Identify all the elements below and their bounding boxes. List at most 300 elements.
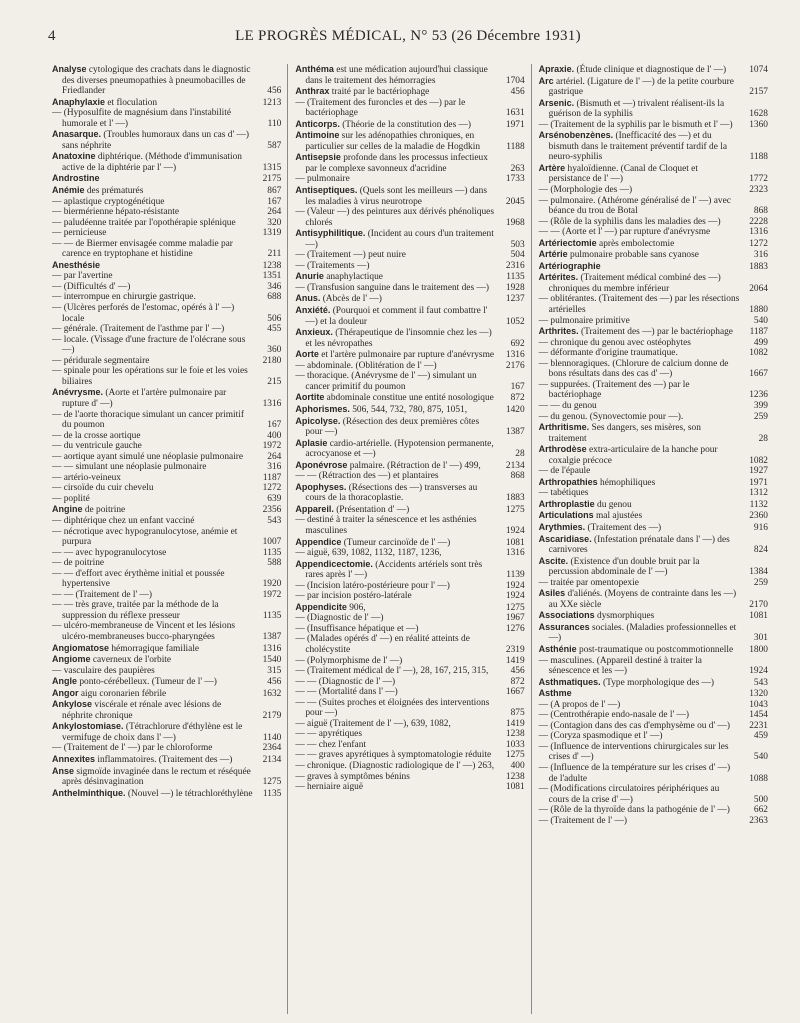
entry-text	[538, 610, 740, 622]
entry-description: Ses dangers, ses misères, son traitement	[548, 423, 701, 444]
entry-text	[295, 305, 496, 327]
entry-page-ref: 1360	[749, 119, 768, 130]
entry-page-ref: 1632	[262, 688, 282, 699]
entry-description: viscérale et rénale avec lésions de néphrite chronique	[62, 700, 222, 721]
running-title: LE PROGRÈS MÉDICAL, N° 53 (26 Décembre 1931)	[235, 28, 581, 44]
entry-description: dysmorphiques	[594, 611, 655, 622]
index-entry	[52, 666, 281, 677]
index-entry	[52, 239, 281, 260]
index-column-1	[52, 64, 281, 1014]
entry-headword: Asthme	[538, 688, 572, 699]
index-entry	[539, 488, 768, 499]
entry-description: — (Rôle de la syphilis dans les maladies des —)	[538, 216, 721, 227]
entry-page-ref: 1316	[505, 548, 525, 559]
index-entry	[539, 656, 768, 677]
index-entry	[295, 634, 524, 655]
entry-page-ref: 1883	[505, 493, 525, 504]
entry-text	[52, 462, 253, 473]
page-header	[48, 28, 768, 48]
index-entry	[52, 676, 281, 688]
entry-text	[538, 249, 740, 261]
entry-page-ref: 1971	[749, 477, 768, 488]
entry-page-ref: 1628	[749, 109, 768, 120]
entry-page-ref: 1920	[262, 579, 282, 590]
entry-headword: Apicolyse.	[295, 415, 341, 426]
index-entry	[539, 742, 768, 763]
entry-description: — spinale pour les opérations sur le foie et les voies biliaires	[52, 366, 248, 387]
entry-page-ref: 1188	[749, 152, 768, 163]
entry-page-ref: 1007	[262, 537, 282, 548]
entry-description: sur les adénopathies chroniques, en particulier sur celles de la maladie de Hogdkin	[305, 131, 481, 152]
entry-headword: Anémie	[52, 185, 85, 196]
entry-description: — — chez l'enfant	[295, 739, 366, 750]
index-entry	[52, 173, 281, 185]
entry-headword: Anévrysme.	[52, 387, 104, 398]
entry-description: — de poitrine	[52, 558, 105, 569]
entry-page-ref: 263	[510, 163, 525, 174]
entry-page-ref: 456	[267, 86, 282, 97]
index-entry	[539, 316, 768, 327]
entry-text	[295, 503, 496, 516]
entry-description: — (Traitement de la syphilis par le bismuth et l' —)	[538, 119, 733, 130]
entry-text	[52, 430, 253, 442]
entry-text	[538, 64, 740, 76]
entry-description: — diphtérique chez un enfant vacciné	[52, 515, 195, 526]
entry-text	[538, 119, 740, 131]
entry-description: profonde dans les processus infectieux par le complexe savonneux d'acridine	[305, 153, 488, 174]
entry-text	[295, 64, 496, 86]
entry-text	[295, 697, 496, 719]
entry-page-ref: 2356	[262, 505, 282, 516]
entry-text	[538, 510, 740, 522]
entry-page-ref: 2316	[505, 260, 525, 271]
entry-description: — oblitérantes. (Traitement des —) par les résections artérielles	[538, 294, 740, 316]
index-entry	[295, 624, 524, 635]
entry-text	[538, 710, 740, 721]
entry-text	[295, 271, 496, 283]
index-entry	[52, 207, 281, 218]
entry-description: — biermérienne hépato-résistante	[52, 207, 180, 218]
entry-text	[295, 118, 496, 131]
entry-text	[295, 174, 496, 185]
entry-page-ref: 1924	[505, 591, 525, 602]
entry-description: — (Valeur —) des peintures aux dérivés phénoliques chlorés	[295, 207, 494, 228]
entry-page-ref: 543	[267, 515, 282, 526]
index-entry	[52, 600, 281, 621]
entry-page-ref: 1052	[505, 316, 525, 327]
index-entry	[295, 404, 524, 416]
entry-headword: Antisyphilitique.	[295, 228, 366, 239]
entry-text	[538, 655, 740, 677]
entry-page-ref: 1971	[505, 119, 525, 130]
entry-description: — du genou. (Synovectomie pour —).	[538, 411, 684, 422]
entry-page-ref: 2170	[749, 599, 768, 610]
index-entry	[539, 677, 768, 689]
entry-text	[52, 621, 253, 642]
entry-text	[538, 699, 740, 711]
entry-text	[538, 488, 740, 499]
index-entry	[295, 392, 524, 404]
index-entry	[295, 591, 524, 602]
index-entry	[52, 151, 281, 173]
entry-text	[295, 349, 496, 361]
entry-headword: Aortite	[295, 392, 325, 403]
index-entry	[295, 271, 524, 283]
entry-text	[52, 493, 253, 505]
entry-text	[295, 207, 496, 228]
entry-description: — vasculaire des paupières	[52, 665, 155, 676]
entry-text	[52, 654, 253, 666]
entry-text	[52, 754, 253, 766]
entry-text	[295, 130, 496, 152]
index-columns	[52, 64, 768, 1014]
index-entry	[539, 120, 768, 131]
entry-page-ref: 1924	[505, 525, 525, 536]
entry-text	[52, 217, 253, 229]
entry-headword: Articulations	[538, 510, 594, 521]
entry-text	[538, 498, 740, 511]
entry-description: (Présentation d' —)	[333, 504, 410, 515]
entry-headword: Aorte	[295, 349, 319, 360]
entry-text	[295, 371, 496, 392]
entry-description: — (Coryza spasmodique et l' —)	[538, 731, 663, 742]
entry-text	[295, 152, 496, 174]
entry-description: (Abcès de l' —)	[320, 294, 382, 305]
entry-text	[295, 415, 496, 438]
index-entry	[52, 108, 281, 129]
entry-page-ref: 1237	[505, 294, 525, 305]
entry-description: (Inefficacité des —) et du bismuth dans le traitement préventif tardif de la neuro-syphilis	[548, 131, 727, 163]
entry-description: — blennoragiques. (Chlorure de calcium donne de bons résultats dans des cas d' —)	[538, 358, 729, 380]
entry-page-ref: 316	[267, 462, 282, 473]
entry-description: (Tumeur carcinoïde de l' —)	[341, 537, 451, 548]
entry-description: (Pourquoi et comment il faut combattre l' —) et la douleur	[305, 306, 488, 327]
entry-description: diphtérique. (Méthode d'immunisation active de la diphtérie par l' —)	[62, 152, 242, 173]
index-entry	[295, 602, 524, 614]
entry-headword: Artère	[538, 162, 566, 173]
entry-page-ref: 1275	[262, 777, 282, 788]
entry-description: — pulmonaire primitive	[538, 315, 630, 326]
entry-text	[295, 471, 496, 482]
entry-text	[538, 411, 740, 423]
entry-headword: Analyse	[52, 64, 87, 74]
entry-headword: Artérie	[538, 249, 568, 260]
entry-page-ref: 1387	[262, 631, 282, 642]
index-entry	[295, 471, 524, 482]
entry-description: extra-articulaire de la hanche pour coxalgie précoce	[548, 445, 718, 466]
entry-description: abdominale constitue une entité nosologique	[324, 393, 494, 404]
index-entry	[52, 743, 281, 754]
entry-page-ref: 1275	[505, 750, 525, 761]
entry-page-ref: 264	[267, 451, 282, 462]
entry-text	[52, 721, 253, 743]
index-entry	[52, 64, 281, 97]
index-entry	[52, 218, 281, 229]
entry-description: (Traitement des —) par le bactériophage	[578, 327, 733, 338]
index-entry	[295, 482, 524, 504]
entry-description: — (Hyposulfite de magnésium dans l'instabilité humorale et l' —)	[52, 108, 232, 129]
entry-page-ref: 28	[758, 433, 768, 444]
entry-page-ref: 167	[510, 381, 525, 392]
entry-page-ref: 1631	[505, 108, 525, 119]
entry-description: — (Influence de la température sur les crises d' —) de l'adulte	[538, 763, 731, 784]
entry-text	[295, 86, 496, 98]
entry-page-ref: 2363	[749, 815, 768, 826]
entry-description: (Infestation prénatale dans l' —) des carnivores	[548, 534, 730, 556]
entry-text	[538, 763, 740, 784]
entry-text	[295, 761, 496, 772]
entry-text	[295, 459, 496, 472]
entry-page-ref: 2045	[505, 196, 525, 207]
entry-text	[52, 558, 253, 569]
entry-page-ref: 1384	[749, 567, 768, 578]
entry-text	[538, 555, 740, 578]
entry-page-ref: 1928	[505, 282, 525, 293]
entry-page-ref: 1275	[505, 602, 525, 613]
entry-page-ref: 1880	[749, 305, 768, 316]
entry-description: — chronique. (Diagnostic radiologique de l' —) 263,	[295, 761, 495, 771]
index-entry	[52, 260, 281, 272]
entry-page-ref: 400	[510, 761, 525, 771]
entry-page-ref: 110	[267, 118, 282, 129]
entry-description: — — apyrétiques	[295, 729, 362, 740]
index-entry	[539, 477, 768, 489]
index-entry	[52, 97, 281, 109]
entry-headword: Arsénobenzènes.	[538, 130, 614, 141]
entry-description: (Étude clinique et diagnostique de l' —)	[574, 65, 727, 75]
entry-text	[295, 771, 496, 783]
entry-description: traité par le bactériophage	[329, 87, 430, 98]
index-entry	[539, 338, 768, 349]
index-entry	[295, 677, 524, 688]
entry-description: du genou	[594, 499, 632, 510]
entry-page-ref: 1420	[505, 404, 525, 415]
entry-headword: Artériographie	[538, 260, 601, 271]
entry-description: — masculines. (Appareil destiné à traiter la sénescence et les —)	[538, 655, 702, 677]
entry-page-ref: 455	[267, 324, 282, 335]
entry-page-ref: 211	[267, 249, 282, 260]
entry-description: pulmonaire probable sans cyanose	[567, 250, 699, 261]
entry-text	[52, 324, 253, 335]
entry-text	[538, 326, 740, 338]
entry-page-ref: 688	[267, 292, 282, 303]
entry-page-ref: 1033	[505, 739, 525, 750]
index-entry	[52, 516, 281, 527]
entry-text	[52, 547, 253, 559]
entry-page-ref: 1238	[262, 260, 282, 271]
index-entry	[295, 740, 524, 751]
index-entry	[295, 305, 524, 327]
index-entry	[539, 359, 768, 380]
index-entry	[539, 294, 768, 315]
entry-description: — (Diagnostic de l' —)	[295, 613, 384, 624]
entry-text	[52, 743, 253, 754]
entry-description: — (Centrothérapie endo-nasale de l' —)	[538, 710, 689, 721]
index-entry	[52, 366, 281, 387]
entry-description: — (Incision latéro-postérieure pour l' —)	[295, 580, 450, 591]
entry-text	[295, 601, 496, 614]
entry-description: (Type morphologique des —)	[600, 677, 715, 688]
entry-page-ref: 867	[267, 186, 282, 197]
entry-description: mal ajustées	[593, 511, 643, 522]
entry-text	[52, 64, 253, 97]
index-entry	[295, 327, 524, 349]
index-entry	[539, 227, 768, 238]
entry-description: — générale. (Traitement de l'asthme par l' —)	[52, 324, 225, 335]
index-entry	[52, 335, 281, 356]
entry-page-ref: 1924	[505, 580, 525, 591]
entry-page-ref: 1351	[262, 271, 282, 282]
entry-text	[538, 621, 740, 644]
entry-description: — (Polymorphisme de l' —)	[295, 655, 403, 666]
entry-headword: Antiseptiques.	[295, 185, 358, 196]
entry-page-ref: 868	[753, 206, 768, 217]
entry-text	[52, 303, 253, 324]
entry-description: — (Traitement des furoncles et des —) par le bactériophage	[295, 97, 466, 119]
index-entry	[52, 441, 281, 452]
entry-page-ref: 28	[515, 449, 525, 460]
index-entry	[539, 466, 768, 477]
entry-page-ref: 2134	[262, 755, 282, 765]
entry-text	[295, 293, 496, 305]
entry-text	[295, 666, 496, 677]
entry-page-ref: 2157	[749, 87, 768, 98]
entry-page-ref: 1319	[262, 228, 282, 239]
entry-page-ref: 2360	[749, 511, 768, 522]
entry-description: des prématurés	[84, 186, 144, 197]
index-entry	[52, 721, 281, 743]
entry-text	[538, 422, 740, 444]
index-entry	[295, 761, 524, 772]
index-entry	[295, 86, 524, 98]
entry-headword: Associations	[538, 610, 595, 621]
entry-text	[295, 403, 496, 416]
entry-description: est une médication aujourd'hui classique dans le traitement des hémorragies	[305, 65, 488, 86]
entry-page-ref: 1312	[749, 488, 768, 499]
entry-headword: Appendicite	[295, 601, 347, 612]
entry-text	[52, 173, 253, 185]
entry-page-ref: 259	[753, 411, 768, 422]
index-entry	[539, 249, 768, 261]
entry-description: — chronique du genou avec ostéophytes	[538, 337, 691, 348]
entry-page-ref: 399	[753, 400, 768, 411]
entry-description: — — (Mortalité dans l' —)	[295, 687, 398, 698]
index-entry	[539, 578, 768, 589]
entry-text	[538, 195, 740, 217]
entry-text	[52, 271, 253, 282]
entry-description: — graves à symptômes bénins	[295, 771, 410, 782]
entry-description: — (Traitement —) peut nuire	[295, 250, 406, 261]
entry-description: hyaloïdienne. (Canal de Cloquet et persistance de l' —)	[548, 163, 698, 185]
entry-text	[295, 739, 496, 751]
entry-text	[538, 227, 740, 238]
entry-text	[295, 634, 496, 655]
entry-description: d'aliénés. (Moyens de contrainte dans les —) au XXe siècle	[548, 589, 737, 610]
index-entry	[52, 462, 281, 473]
entry-text	[295, 591, 496, 602]
entry-description: hémorragique familiale	[109, 643, 200, 654]
entry-page-ref: 301	[753, 633, 768, 644]
entry-headword: Anesthésie	[52, 259, 101, 270]
entry-page-ref: 1132	[749, 499, 768, 510]
entry-text	[52, 765, 253, 788]
entry-description: — (A propos de l' —)	[538, 699, 621, 710]
entry-text	[52, 665, 253, 677]
entry-description: — (Malades opérés d' —) en réalité atteints de cholécystite	[295, 634, 470, 655]
entry-description: après embolectomie	[596, 238, 675, 249]
entry-description: — pulmonaire. (Athérome généralisé de l' —) avec béance du trou de Botal	[538, 195, 731, 217]
index-entry	[295, 228, 524, 250]
entry-page-ref: 1387	[505, 427, 525, 438]
entry-headword: Anxiété.	[295, 305, 331, 316]
entry-headword: Anse	[52, 765, 75, 776]
entry-page-ref: 2364	[262, 743, 282, 754]
entry-page-ref: 400	[267, 430, 282, 441]
entry-page-ref: 2176	[505, 360, 525, 371]
entry-headword: Arythmies.	[538, 521, 586, 532]
index-entry	[539, 622, 768, 644]
entry-page-ref: 1135	[262, 610, 282, 621]
entry-headword: Anatoxine	[52, 151, 96, 162]
entry-text	[295, 185, 496, 207]
entry-text	[538, 533, 740, 556]
entry-description: sigmoïde invaginée dans le rectum et réséquée après désinvagination	[62, 766, 251, 788]
entry-description: — — avec hypogranulocytose	[52, 547, 167, 558]
index-column-2	[295, 64, 524, 1014]
entry-description: anaphylactique	[323, 272, 383, 283]
entry-description: palmaire. (Rétraction de l' —) 499,	[347, 460, 481, 471]
index-entry	[539, 412, 768, 423]
entry-text	[295, 655, 496, 667]
index-entry	[295, 687, 524, 698]
entry-headword: Artériectomie	[538, 237, 597, 248]
entry-page-ref: 2134	[505, 460, 525, 471]
entry-page-ref: 1135	[506, 272, 525, 283]
entry-text	[538, 676, 740, 689]
entry-page-ref: 456	[510, 666, 525, 677]
entry-description: (Résections des —) transverses au cours de la thoracoplastie.	[305, 482, 478, 504]
index-entry	[52, 129, 281, 151]
index-entry	[52, 282, 281, 293]
entry-text	[295, 515, 496, 536]
entry-description: cardio-artérielle. (Hypotension permanente, acrocyanose et —)	[305, 438, 494, 460]
entry-page-ref: 1187	[262, 472, 282, 483]
entry-headword: Arc	[538, 75, 554, 86]
entry-page-ref: 1140	[262, 732, 282, 743]
entry-description: aigu coronarien fébrile	[78, 688, 167, 699]
entry-description: — aplastique cryptogénétique	[52, 196, 165, 207]
index-entry	[295, 719, 524, 730]
entry-page-ref: 2179	[262, 710, 282, 721]
entry-page-ref: 692	[510, 338, 525, 349]
entry-text	[295, 729, 496, 740]
entry-text	[538, 643, 740, 656]
index-entry	[295, 515, 524, 536]
entry-page-ref: 316	[753, 250, 768, 261]
index-entry	[52, 431, 281, 442]
index-entry	[295, 729, 524, 740]
entry-description: — herniaire aiguë	[295, 782, 364, 793]
entry-description: cytologique des crachats dans le diagnostic des diverses pneumopathies à pneumobacilles de Friedlander	[62, 65, 251, 97]
entry-text	[52, 366, 253, 387]
entry-headword: Arthroplastie	[538, 498, 595, 509]
entry-description: — (Traitement de l' —)	[538, 815, 627, 826]
entry-page-ref: 540	[753, 315, 768, 326]
index-entry	[52, 228, 281, 239]
entry-headword: Arsenic.	[538, 97, 575, 108]
entry-description: — péridurale segmentaire	[52, 355, 150, 366]
index-entry	[539, 261, 768, 273]
